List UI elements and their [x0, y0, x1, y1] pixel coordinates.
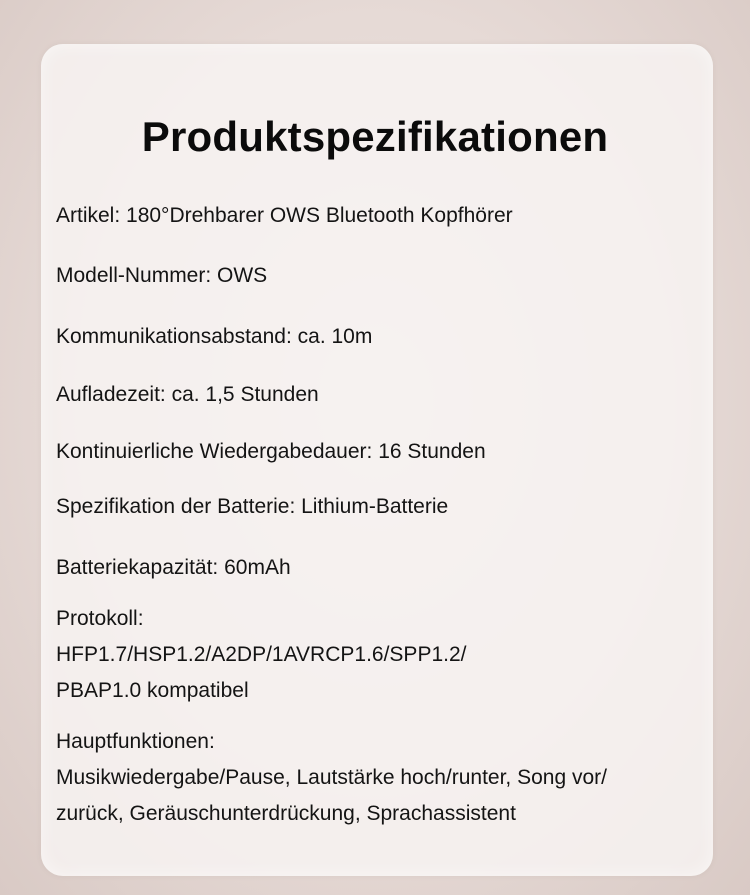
spec-item-main-functions — [56, 724, 706, 832]
spec-item-model-number: Modell-Nummer: OWS — [56, 264, 268, 287]
spec-item-charging-time: Aufladezeit: ca. 1,5 Stunden — [56, 383, 319, 406]
spec-functions-line: zurück, Geräuschunterdrückung, Sprachassistent — [56, 802, 516, 825]
page-title: Produktspezifikationen — [141, 113, 609, 160]
spec-item-protocol — [56, 601, 706, 709]
spec-item-battery-type: Spezifikation der Batterie: Lithium-Batterie — [56, 495, 449, 518]
spec-item-article: Artikel: 180°Drehbarer OWS Bluetooth Kopfhörer — [56, 204, 513, 227]
spec-item-battery-capacity: Batteriekapazität: 60mAh — [56, 556, 291, 579]
spec-item-range: Kommunikationsabstand: ca. 10m — [56, 325, 373, 348]
spec-protocol-line: PBAP1.0 kompatibel — [56, 679, 249, 702]
spec-protocol-line: HFP1.7/HSP1.2/A2DP/1AVRCP1.6/SPP1.2/ — [56, 643, 467, 666]
spec-functions-label: Hauptfunktionen: — [56, 730, 215, 753]
spec-item-playback-time: Kontinuierliche Wiedergabedauer: 16 Stunden — [56, 440, 486, 463]
spec-functions-line: Musikwiedergabe/Pause, Lautstärke hoch/runter, Song vor/ — [56, 766, 607, 789]
spec-protocol-label: Protokoll: — [56, 607, 144, 630]
